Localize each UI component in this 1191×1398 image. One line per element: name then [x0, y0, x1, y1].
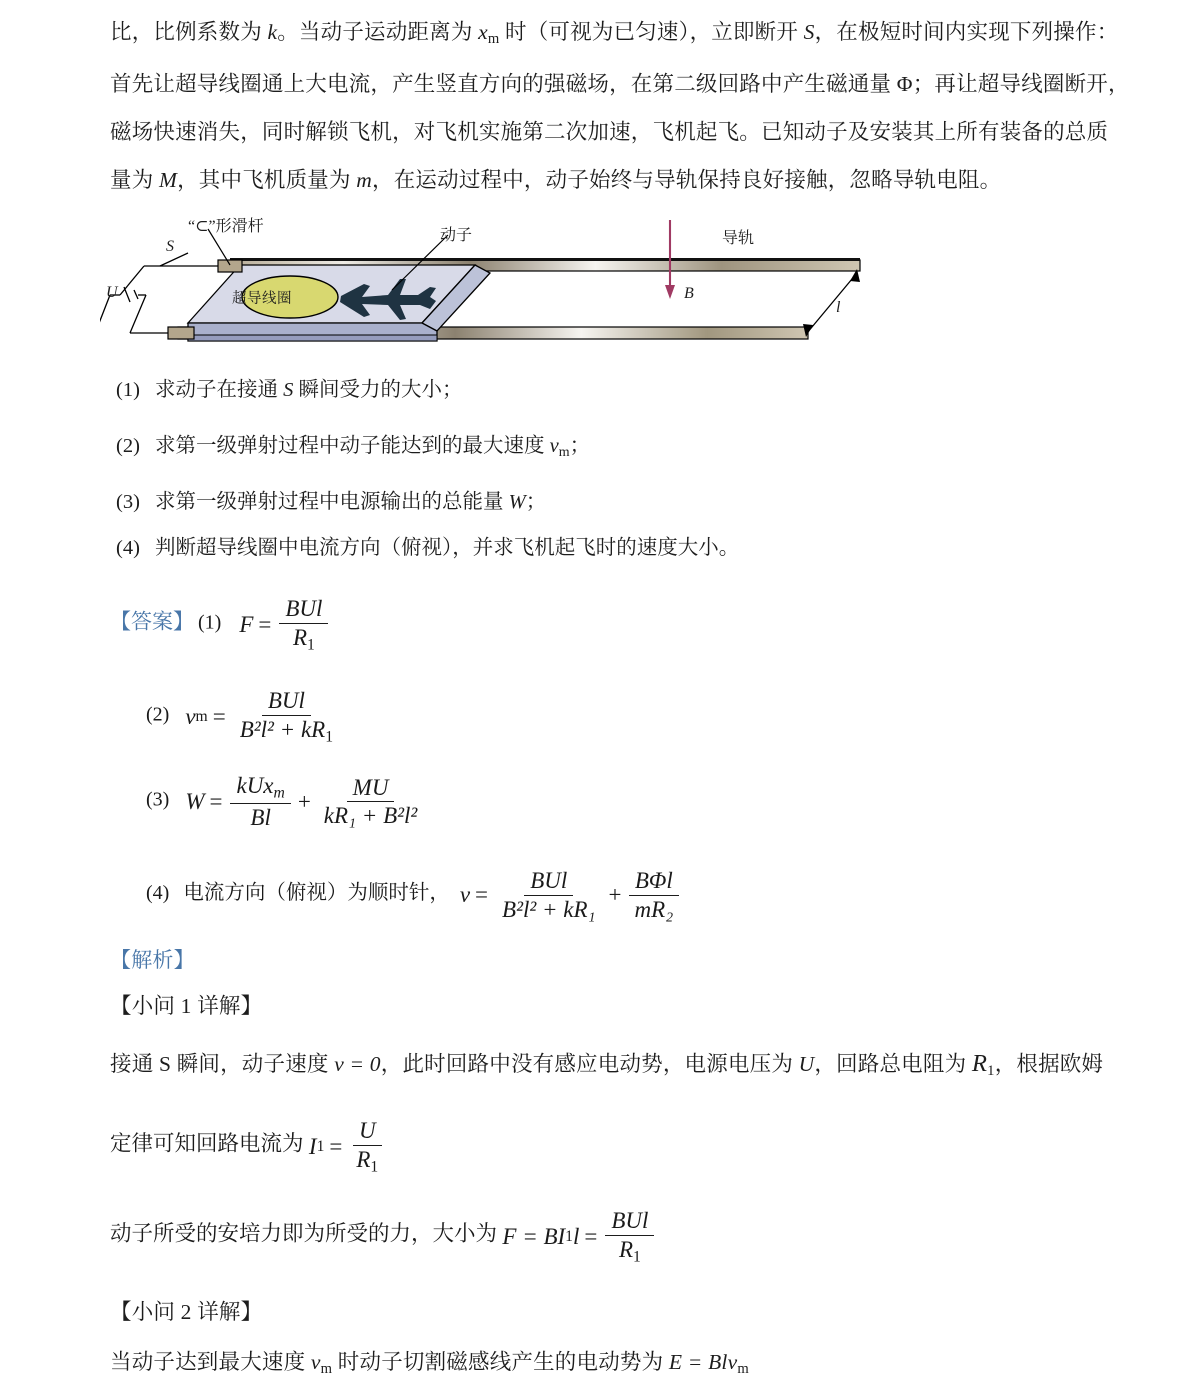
stem-line-3 — [110, 122, 1108, 144]
question-item-4 — [116, 530, 739, 560]
analysis-text: 当动子达到最大速度 — [110, 1350, 311, 1374]
den-subscript: 1 — [325, 728, 334, 746]
fraction-denominator: kR₁ + B²l² — [323, 803, 418, 829]
analysis-text: 定律可知回路电流为 — [110, 1131, 309, 1156]
coil-label-text: 超导线圈 — [232, 291, 292, 307]
fraction-denominator — [350, 1146, 384, 1176]
analysis-text: 接通 S 瞬间，动子速度 — [110, 1052, 335, 1076]
mover-label-text: 动子 — [440, 227, 473, 244]
analysis-tag — [110, 950, 195, 971]
length-label-text: l — [836, 299, 841, 316]
den-subscript: 1 — [633, 1248, 641, 1266]
voltage-label-text: U — [106, 284, 118, 301]
figure-label-voltage — [106, 284, 118, 302]
fraction-numerator: BΦl — [629, 868, 679, 896]
answer-number-4: (4) — [146, 881, 170, 904]
question-var: v — [549, 435, 559, 457]
fraction-numerator: BUl — [279, 596, 328, 624]
fraction-denominator — [613, 1236, 647, 1266]
analysis-1-line-3 — [110, 1208, 657, 1266]
plus-operator: + — [608, 882, 622, 908]
question-number: (3) — [116, 491, 140, 513]
var-U: U — [798, 1052, 815, 1076]
question-item-3 — [116, 484, 546, 514]
stem-text: 磁场快速消失，同时解锁飞机，对飞机实施第二次加速，飞机起飞。已知动子及安装其上所有装备的总质 — [110, 120, 1109, 144]
var-S: S — [803, 20, 815, 44]
formula-3: W = $\frac{kUx_m}{Bl}$ + $\frac{MU}{\text{kR₁ + B²l²}}$ — [185, 773, 426, 831]
fraction-denominator — [234, 716, 339, 746]
formula-emf: E = Blv — [668, 1350, 738, 1374]
answer-direction-text: 电流方向（俯视）为顺时针， — [183, 881, 450, 904]
analysis-tag-text: 【解析】 — [110, 948, 195, 972]
fraction-numerator: MU — [347, 775, 395, 803]
answer-block-2 — [146, 688, 342, 746]
fraction-numerator — [230, 773, 290, 804]
var-x-subscript: m — [487, 31, 500, 48]
answer-block-3 — [146, 773, 426, 831]
sub-question-2-tag — [110, 1302, 262, 1324]
formula-force-lhs: F = BI — [502, 1223, 566, 1249]
figure-label-l — [836, 299, 840, 317]
analysis-1-line-2 — [110, 1118, 387, 1176]
fraction-numerator: BUl — [524, 868, 573, 896]
slider-label-text: “⊂”形滑杆 — [188, 218, 264, 235]
formula-lhs: F — [239, 611, 254, 637]
question-text: 求动子在接通 — [155, 379, 284, 401]
den-subscript: 1 — [307, 636, 315, 654]
stem-line-4 — [110, 170, 1001, 192]
formula-force: F = BI 1 l = $\frac{\text{BUl}}{R1}$ — [502, 1208, 657, 1266]
sub-question-1-tag — [110, 996, 262, 1018]
var-M: M — [158, 168, 178, 192]
analysis-2-line-1 — [110, 1352, 749, 1377]
contact-block-bottom — [168, 327, 194, 339]
formula-4: v = $\frac{\text{BUl}}{\text{B²l² + kR₁}}$ + $\frac{\text{BΦl}}{\text{mR₂}}$ — [460, 868, 682, 923]
figure-label-mover — [440, 222, 472, 245]
rail-separation-dimension — [803, 269, 860, 337]
answer-number-2: (2) — [146, 703, 170, 726]
answer-number-3: (3) — [146, 788, 170, 811]
var-m: m — [356, 168, 373, 192]
num-text: kUx — [236, 773, 274, 798]
stem-line-1 — [110, 22, 1118, 47]
answer-block-4 — [146, 868, 682, 923]
fraction — [605, 1208, 654, 1266]
stem-text: 量为 — [110, 168, 159, 192]
fraction-term-2 — [318, 775, 424, 830]
var-R-subscript: 1 — [987, 1063, 995, 1080]
switch-label-text: S — [166, 238, 174, 255]
figure-label-B — [684, 285, 694, 303]
analysis-text: ，根据欧姆 — [994, 1052, 1104, 1076]
fraction-numerator: BUl — [605, 1208, 654, 1236]
formula-emf-subscript: m — [737, 1361, 749, 1378]
question-text: ； — [569, 435, 591, 457]
figure-label-slider — [188, 213, 264, 236]
var-v-subscript: m — [320, 1361, 333, 1378]
question-number: (1) — [116, 379, 140, 401]
fraction-term-1 — [496, 868, 602, 923]
question-var: W — [508, 491, 526, 513]
question-number: (2) — [116, 435, 140, 457]
num-subscript: m — [273, 784, 285, 802]
var-v: v — [310, 1350, 321, 1374]
fraction-term-1 — [230, 773, 290, 831]
question-item-1 — [116, 372, 463, 402]
contact-block-top — [218, 260, 242, 272]
var-v-equals-zero: v = 0 — [334, 1052, 381, 1076]
analysis-text: ，此时回路中没有感应电动势，电源电压为 — [380, 1052, 799, 1076]
answer-number-1: (1) — [198, 611, 222, 634]
question-text: 求第一级弹射过程中动子能达到的最大速度 — [155, 435, 550, 457]
fraction — [234, 688, 339, 746]
stem-text: 。当动子运动距离为 — [277, 20, 479, 44]
analysis-text: ，回路总电阻为 — [814, 1052, 972, 1076]
analysis-text: 动子所受的安培力即为所受的力，大小为 — [110, 1221, 503, 1246]
question-number: (4) — [116, 537, 140, 559]
formula-current: I 1 = $\frac{U}{R1}$ — [309, 1118, 387, 1176]
question-text: 求第一级弹射过程中电源输出的总能量 — [155, 491, 509, 513]
stem-line-2 — [110, 74, 1130, 96]
den-var: R — [292, 624, 308, 650]
var-R: R — [971, 1050, 988, 1077]
sub-question-2-tag-text: 【小问 2 详解】 — [110, 1300, 263, 1324]
question-text: ； — [525, 491, 547, 513]
answer-block-1 — [110, 596, 331, 654]
stem-text: 首先让超导线圈通上大电流，产生竖直方向的强磁场，在第二级回路中产生磁通量 Φ；再让超导线圈断开， — [110, 72, 1130, 96]
formula-lhs-subscript: m — [195, 707, 208, 725]
var-k: k — [267, 20, 278, 44]
plus-operator: + — [297, 788, 311, 814]
formula-lhs: v — [459, 882, 471, 908]
stem-text: ，在运动过程中，动子始终与导轨保持良好接触，忽略导轨电阻。 — [372, 168, 1002, 192]
fraction-denominator: mR₂ — [634, 896, 674, 922]
fraction-denominator: Bl — [250, 804, 271, 830]
physics-apparatus-figure — [100, 205, 900, 365]
b-field-label-text: B — [684, 285, 694, 302]
question-var: S — [283, 379, 294, 401]
rail-label-text: 导轨 — [722, 230, 755, 247]
stem-text: ，在极短时间内实现下列操作： — [814, 20, 1119, 44]
analysis-1-line-1 — [110, 1052, 1103, 1079]
den-var: R — [356, 1146, 371, 1172]
fraction-numerator: U — [353, 1118, 382, 1146]
question-var-subscript: m — [558, 444, 570, 460]
fraction-denominator — [287, 624, 321, 654]
analysis-text: 时动子切割磁感线产生的电动势为 — [332, 1350, 669, 1374]
stem-text: ，其中飞机质量为 — [177, 168, 357, 192]
den-subscript: 1 — [370, 1158, 379, 1176]
stem-text: 比，比例系数为 — [110, 20, 268, 44]
var-I: I — [308, 1133, 317, 1159]
sub-question-1-tag-text: 【小问 1 详解】 — [110, 994, 263, 1018]
formula-force-subscript: 1 — [565, 1227, 573, 1245]
question-item-2 — [116, 428, 590, 461]
fraction — [279, 596, 328, 654]
formula-lhs: W — [185, 788, 205, 814]
fraction — [350, 1118, 384, 1176]
stem-text: 时（可视为已匀速），立即断开 — [499, 20, 804, 44]
den-text: B²l² + kR — [239, 716, 326, 742]
formula-lhs: v — [185, 703, 196, 729]
fraction-denominator: B²l² + kR₁ — [502, 896, 596, 922]
figure-label-coil — [232, 287, 292, 308]
formula-1: F = $\frac{\text{BUl}}{R1}$ — [239, 596, 331, 654]
var-l: l — [572, 1223, 580, 1249]
answer-tag: 【答案】 — [110, 609, 194, 634]
var-I-subscript: 1 — [316, 1137, 325, 1155]
question-text: 瞬间受力的大小； — [293, 379, 463, 401]
figure-label-switch — [166, 238, 174, 256]
den-var: R — [618, 1236, 634, 1262]
figure-label-rail — [722, 225, 754, 248]
formula-2: v m = $\frac{\text{BUl}}{\text{B²l² + kR1}}$ — [185, 688, 342, 746]
question-text: 判断超导线圈中电流方向（俯视），并求飞机起飞时的速度大小。 — [155, 537, 740, 559]
fraction-term-2 — [629, 868, 680, 923]
fraction-numerator: BUl — [262, 688, 311, 716]
var-x: x — [478, 20, 488, 44]
